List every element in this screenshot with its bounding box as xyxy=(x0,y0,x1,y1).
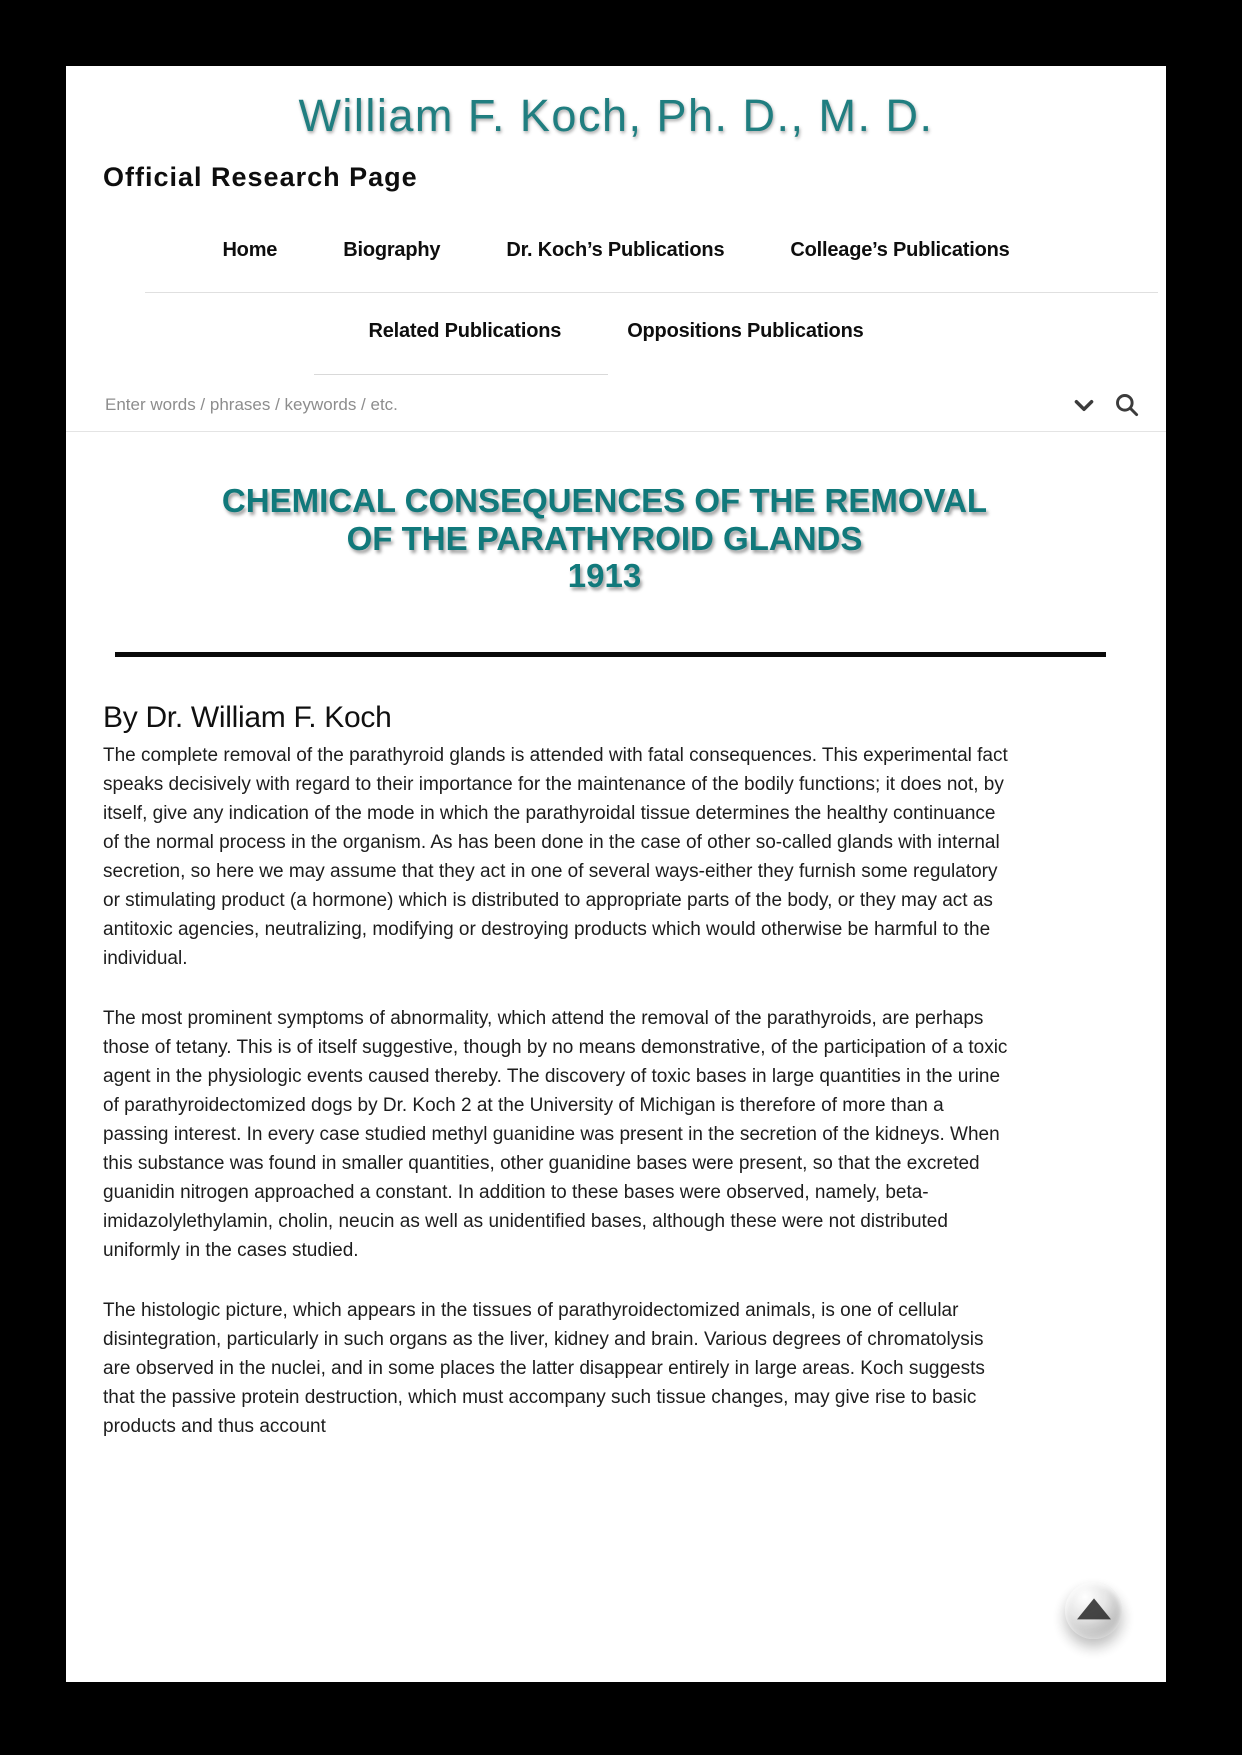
article-title xyxy=(210,482,1000,595)
nav-item-related-publications[interactable] xyxy=(368,320,561,343)
search-input[interactable] xyxy=(103,394,1055,416)
main-nav xyxy=(66,239,1166,375)
nav-item-biography[interactable] xyxy=(343,239,440,262)
chevron-down-icon[interactable] xyxy=(1071,392,1097,418)
nav-row-1 xyxy=(66,239,1166,262)
article-year: 1913 xyxy=(567,557,642,595)
byline: By Dr. William F. Koch xyxy=(103,700,392,734)
nav-divider xyxy=(145,292,1158,293)
content-card xyxy=(66,66,1166,1682)
nav-item-colleage-publications[interactable] xyxy=(790,239,1009,262)
nav-item-dr-koch-publications[interactable] xyxy=(506,239,724,262)
paragraph-2: The most prominent symptoms of abnormality, which attend the removal of the parathyroids, are perhaps those of tetany. This is of itself suggestive, though by no means demonstrative, of the participation of a toxic agent in the physiologic events caused thereby. The discovery of toxic bases in large quantities in the urine of parathyroidectomized dogs by Dr. Koch 2 at the University of Michigan is therefore of more than a passing interest. In every case studied methyl guanidine was present in the secretion of the kidneys. When this substance was found in smaller quantities, other guanidine bases were present, so that the excreted guanidin nitrogen approached a constant. In addition to these bases were observed, namely, beta-imidazolylethylamin, cholin, neucin as well as unidentified bases, although these were not distributed uniformly in the cases studied. xyxy=(103,1007,1008,1261)
nav-link-dr-koch-publications[interactable]: Dr. Koch’s Publications xyxy=(506,239,725,261)
divider-rule xyxy=(115,652,1106,657)
nav-item-oppositions-publications[interactable] xyxy=(627,320,863,343)
nav-row-2 xyxy=(66,320,1166,343)
paragraph-3: The histologic picture, which appears in the tissues of parathyroidectomized animals, is one of cellular disintegration, particularly in such organs as the liver, kidney and brain. Various degrees of chromatolysis are observed in the nuclei, and in some places the latter disappear entirely in large areas. Koch suggests that the passive protein destruction, which must accompany such tissue changes, may give rise to basic products and thus account xyxy=(103,1299,985,1437)
search-bar xyxy=(66,381,1166,432)
nav-link-related-publications[interactable]: Related Publications xyxy=(368,320,562,342)
paragraph-1: The complete removal of the parathyroid glands is attended with fatal consequences. This experimental fact speaks decisively with regard to their importance for the maintenance of the bodily functions; it does not, by itself, give any indication of the mode in which the parathyroidal tissue determines the healthy continuance of the normal process in the organism. As has been done in the case of other so-called glands with internal secretion, so here we may assume that they act in one of several ways-either they furnish some regulatory or stimulating product (a hormone) which is distributed to appropriate parts of the body, or they may act as antitoxic agencies, neutralizing, modifying or destroying products which would otherwise be harmful to the individual. xyxy=(103,744,1008,969)
scroll-to-top-button[interactable] xyxy=(1065,1582,1122,1639)
nav-link-biography[interactable]: Biography xyxy=(343,239,441,261)
article xyxy=(66,482,1166,1441)
nav-active-underline xyxy=(314,374,608,375)
page-header xyxy=(66,90,1166,193)
nav-link-oppositions-publications[interactable]: Oppositions Publications xyxy=(627,320,864,342)
nav-link-home[interactable]: Home xyxy=(222,239,278,261)
site-tagline: Official Research Page xyxy=(103,162,418,192)
article-title-text: CHEMICAL CONSEQUENCES OF THE REMOVAL OF THE PARATHYROID GLANDS xyxy=(221,482,988,557)
site-title: William F. Koch, Ph. D., M. D. xyxy=(298,90,934,141)
nav-link-colleage-publications[interactable]: Colleage’s Publications xyxy=(790,239,1010,261)
search-icon[interactable] xyxy=(1113,391,1140,418)
nav-item-home[interactable] xyxy=(222,239,277,262)
arrow-up-icon xyxy=(1077,1598,1111,1619)
